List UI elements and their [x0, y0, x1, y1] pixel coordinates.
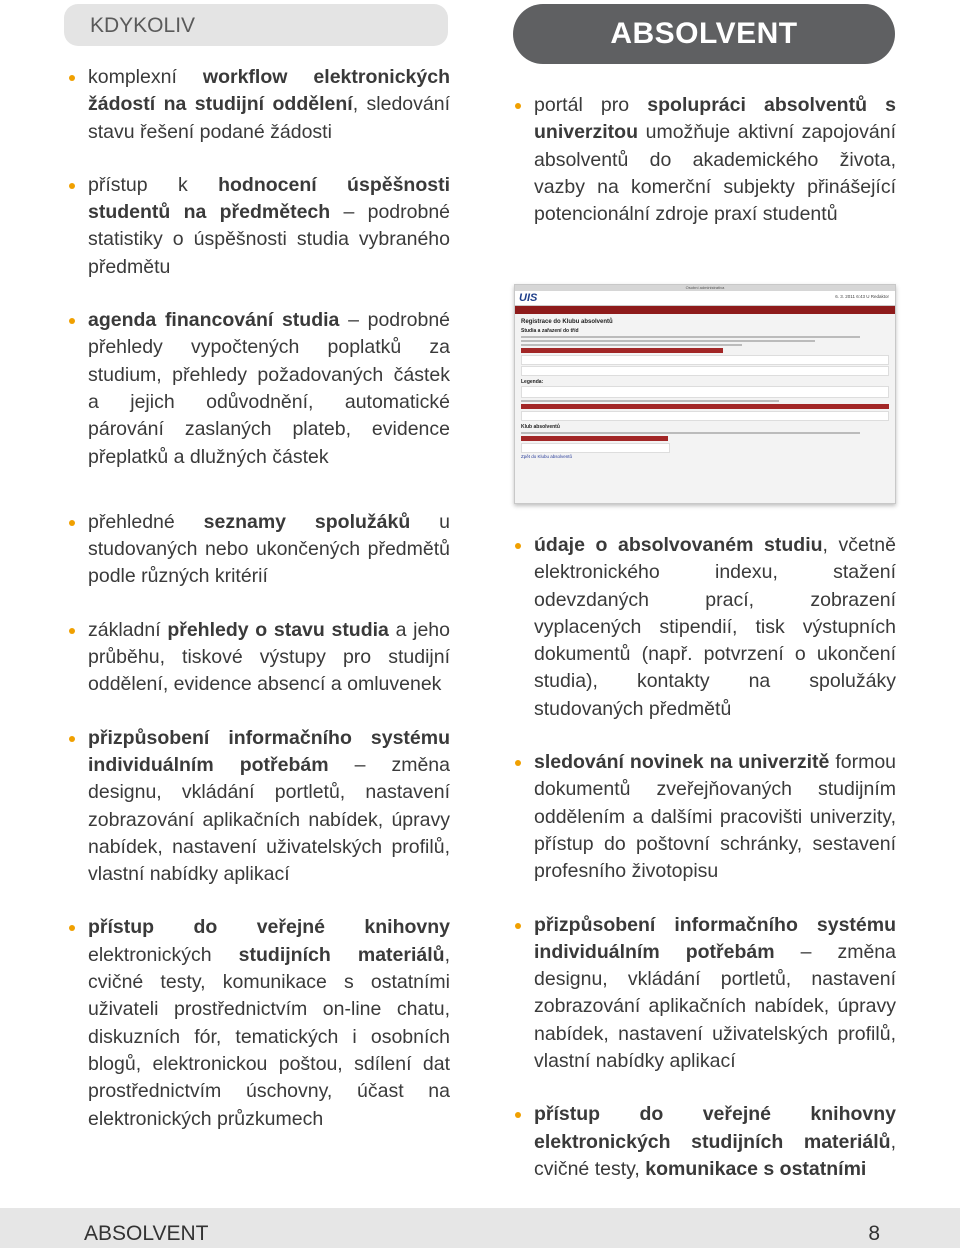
bullet-item	[514, 749, 896, 885]
text: , cvičné testy,	[534, 1130, 896, 1180]
bullet-item	[514, 92, 896, 228]
text: , sledování stavu řešení podané žádosti	[88, 93, 450, 143]
table-header-row	[521, 436, 668, 441]
uis-logo: UIS	[519, 292, 538, 304]
bullet-item	[68, 172, 450, 281]
table-row	[521, 443, 670, 453]
screenshot-legend: Legenda:	[521, 379, 544, 385]
text: u studovaných nebo ukončených předmětů podle různých kritérií	[88, 510, 450, 588]
screenshot-header-info: 6. 3. 2011 6:43 U Redaktor	[835, 294, 889, 299]
bold-text: workflow elektronických žádostí na studijní oddělení	[88, 66, 450, 116]
text: a jeho průběhu, tiskové výstupy pro studijní oddělení, evidence absencí a omluvenek	[88, 618, 450, 696]
bold-text: hodnocení úspěšnosti studentů na předmětech	[88, 173, 450, 224]
bullet-item	[68, 64, 450, 146]
text-line	[521, 340, 815, 342]
bullet-item	[68, 307, 450, 471]
text-line	[521, 432, 860, 434]
bullet-item	[68, 509, 450, 591]
text: základní	[88, 618, 168, 641]
section-tab-label: ABSOLVENT	[610, 17, 798, 50]
text: – podrobné statistiky o úspěšnosti studia vybraného předmětu	[88, 201, 451, 278]
screenshot-club-title: Klub absolventů	[521, 424, 560, 430]
table-header-row	[521, 404, 889, 409]
portal-screenshot	[514, 284, 896, 504]
bullet-item	[514, 1101, 896, 1183]
footer-label: ABSOLVENT	[84, 1222, 209, 1245]
bullet-item	[68, 914, 450, 1132]
page-footer	[0, 1208, 960, 1248]
left-bullet-list	[68, 64, 450, 1133]
bold-text: studijních materiálů	[238, 943, 445, 966]
right-top-bullet-list	[514, 92, 896, 228]
section-tab-absolvent	[513, 4, 895, 64]
bold-text: agenda financování studia	[88, 309, 340, 332]
bold-text: přístup do veřejné knihovny	[88, 916, 450, 939]
bullet-item	[68, 725, 450, 889]
text: umožňuje aktivní zapojování absolventů do akademického života, vazby na komerční subjekty přinášející potencionální zdroje praxí studentů	[534, 121, 896, 226]
text: , včetně elektronického indexu, stažení odevzdaných prací, zobrazení vyplacených stipendií, tisk výstupních dokumentů (např. potvrzení o ukončení studia), kontakty na spolužáky studovaných předmětů	[534, 534, 896, 720]
right-bottom-bullet-list	[514, 532, 896, 1183]
screenshot-nav-bar	[515, 306, 895, 314]
text: – podrobné přehledy vypočtených poplatků za studium, přehledy požadovaných částek a jejich odůvodnění, automatické párování zaslaných plateb, evidence přeplatků a dlužných částek	[88, 309, 451, 468]
table-row	[521, 366, 889, 376]
screenshot-section-title: Registrace do Klubu absolventů	[521, 319, 613, 325]
page-number: 8	[868, 1222, 880, 1245]
section-tab-kdykoliv	[64, 4, 448, 46]
screenshot-content	[515, 314, 895, 462]
legend-box	[521, 386, 889, 398]
text: – změna designu, vkládání portletů, nastavení zobrazování aplikačních nabídek, úpravy nabídek, nastavení uživatelských profilů, vlastní nabídky aplikací	[534, 940, 897, 1073]
bold-text: přehledy o stavu studia	[167, 618, 389, 641]
bullet-item	[68, 617, 450, 699]
text: přístup k	[88, 173, 219, 196]
bold-text: přizpůsobení informačního systému individuálním potřebám	[534, 913, 896, 963]
text: , cvičné testy, komunikace s ostatními uživateli prostřednictvím on-line chatu, diskuzních fór, tematických i osobních blogů, elektronickou poštou, sdílení dat prostřednictvím úschovny, účast na elektronických průzkumech	[88, 943, 450, 1130]
text: – změna designu, vkládání portletů, nastavení zobrazování aplikačních nabídek, úpravy nabídek, nastavení uživatelských profilů, vlastní nabídky aplikací	[88, 753, 451, 886]
bold-text: sledování novinek na univerzitě	[534, 751, 830, 774]
text-line	[521, 344, 742, 346]
table-row	[521, 355, 889, 365]
bullet-item	[514, 532, 896, 723]
bold-text: komunikace s ostatními	[645, 1157, 867, 1180]
text-line	[521, 400, 779, 402]
screenshot-window-title: Osobní administrativa	[515, 285, 895, 291]
text: portál pro	[534, 94, 648, 116]
screenshot-subsection: Studia a zařazení do tříd	[521, 328, 579, 334]
bold-text: seznamy spolužáků	[203, 510, 411, 533]
text-line	[521, 336, 860, 338]
table-row	[521, 411, 889, 421]
bold-text: údaje o absolvovaném studiu	[534, 534, 823, 556]
bold-text: přístup do veřejné knihovny elektronických studijních materiálů	[534, 1103, 896, 1153]
bold-text: spolupráci absolventů s univerzitou	[534, 94, 896, 144]
screenshot-header	[515, 291, 895, 306]
text: formou dokumentů zveřejňovaných studijním oddělením a dalšími pracovišti univerzity, přístup do poštovní schránky, sestavení profesního životopisu	[534, 751, 897, 883]
back-to-club-button[interactable]: Zpět do Klubu absolventů	[521, 454, 573, 459]
table-header-row	[521, 348, 723, 353]
text: komplexní	[88, 66, 203, 88]
bullet-item	[514, 912, 896, 1076]
bold-text: přizpůsobení informačního systému individuálním potřebám	[88, 726, 450, 776]
text: elektronických	[88, 943, 239, 966]
section-tab-label: KDYKOLIV	[90, 14, 196, 37]
text: přehledné	[88, 510, 204, 533]
